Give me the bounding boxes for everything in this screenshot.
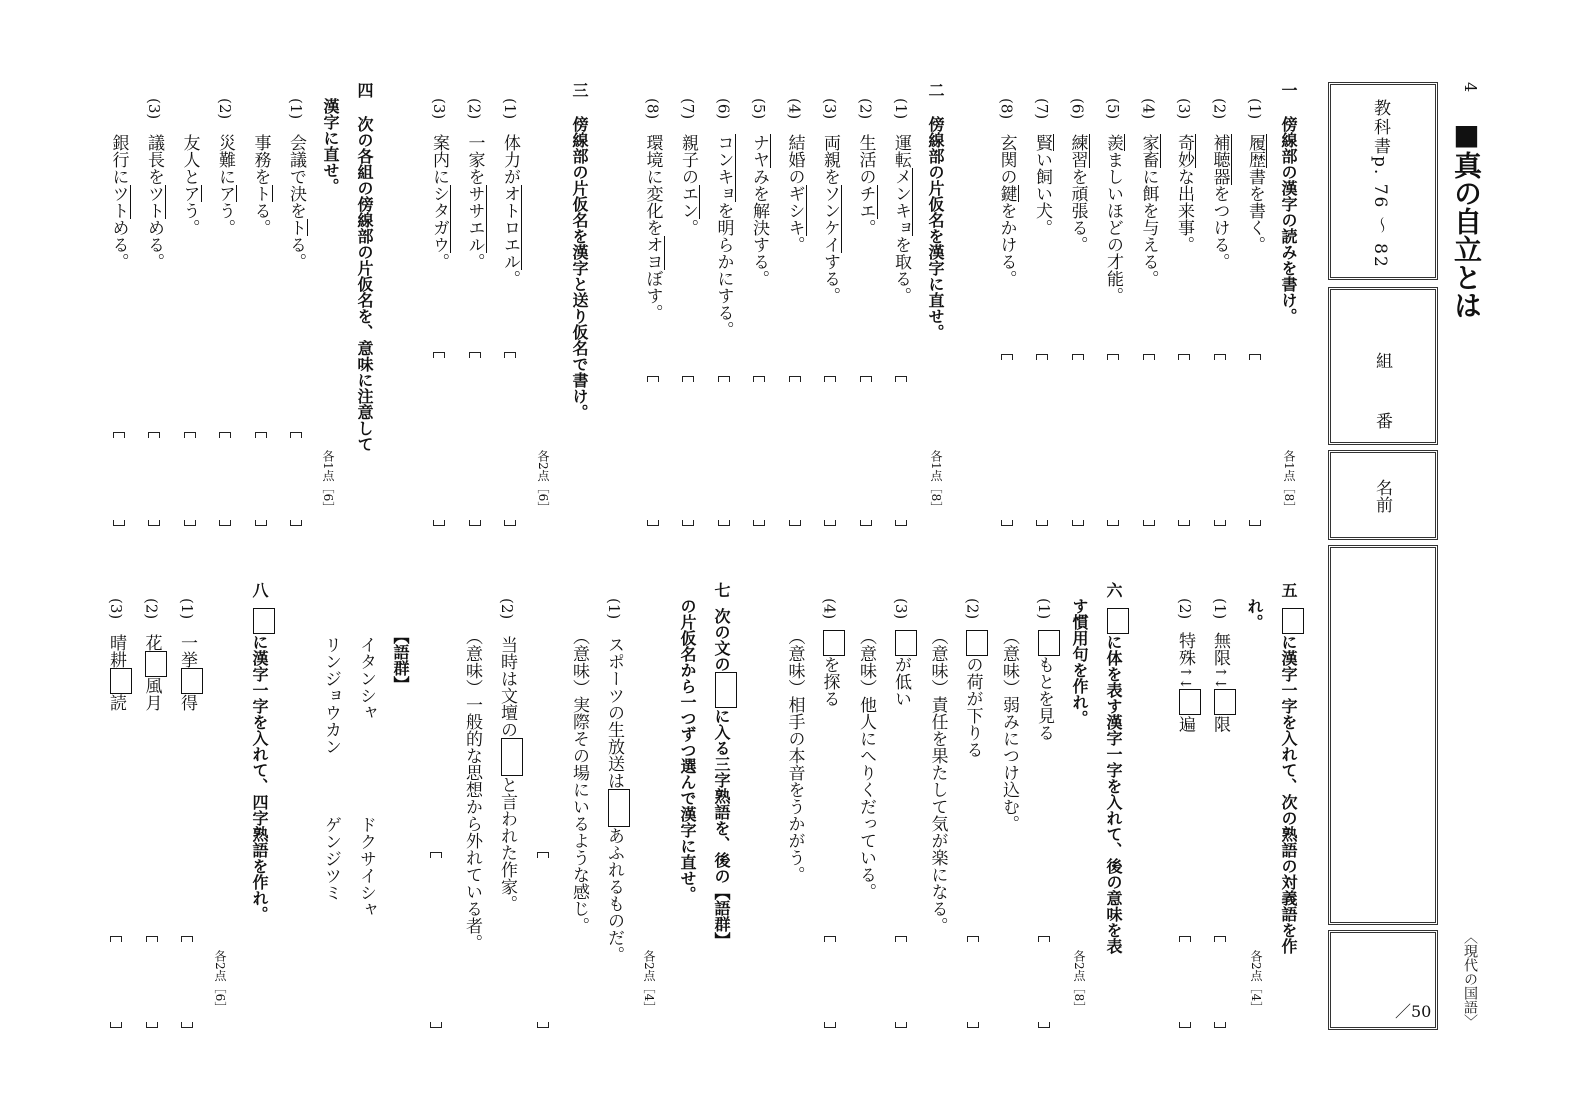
q2-item-1-num: (1) [892,98,910,120]
q8-item-3-num: (3) [107,598,125,620]
score-box[interactable] [1328,930,1438,1030]
q6-item-2-num: (2) [963,598,982,620]
q2-instruction: 傍線部の片仮名を漢字に直せ。 [926,116,945,340]
q2-item-8-underlined: オヨ [642,236,663,270]
q1-item-5-text: 羨ましいほどの才能。 [1103,134,1123,304]
q5-blank-box-icon [1282,608,1304,634]
q7-word-4: ゲンジツミ [321,816,341,901]
q4-item-6-underlined: ツト [108,185,129,219]
q7-item-1-sentence: スポーツの生放送はあふれるものだ。 [605,636,630,963]
q6-item-2-blank[interactable] [966,630,988,656]
q7-item-2-num: (2) [498,598,516,620]
q7-answer-2[interactable] [430,852,440,1028]
q1-item-7-text: 賢い飼い犬。 [1032,134,1052,236]
q2-item-3-underlined: ソンケイ [820,185,840,253]
q8-item-2-num: (2) [142,598,161,620]
q2-answer-3[interactable] [824,376,834,526]
q3-item-1-underlined: オトロエル [500,185,520,270]
q1-points: 各1点［8］ [1282,450,1296,514]
q6-item-1-meaning: （意味）弱みにつけ込む。 [999,628,1019,832]
q1-item-4-underlined: 家畜 [1138,134,1159,168]
q8-item-2-blank[interactable] [145,651,167,677]
q2-item-8-num: (8) [643,98,662,120]
q1-answer-2[interactable] [1214,354,1224,526]
textbook-ref: 教科書p. 76 ～ 82 [1370,99,1390,269]
q1-item-5-num: (5) [1104,98,1122,120]
name-label-box [1328,450,1438,540]
q1-item-6-text: 練習を頑張る。 [1067,134,1088,253]
q2-item-2-text: 生活のチエ。 [855,134,876,236]
q1-item-4-num: (4) [1139,98,1158,120]
q2-answer-4[interactable] [789,376,799,526]
q4-points: 各1点［6］ [321,450,335,514]
q2-number: 二 [926,82,945,98]
q2-answer-8[interactable] [647,376,657,526]
q6-item-4-num: (4) [820,598,839,620]
q6-answer-4[interactable] [824,936,834,1028]
q3-item-2-text: 一家をササエル。 [464,134,485,270]
q1-answer-8[interactable] [1001,354,1011,526]
name-label: 名前 [1372,479,1392,513]
q6-answer-1[interactable] [1038,936,1048,1028]
q7-item-1-num: (1) [605,598,623,620]
q7-word-1: イタンシャ [356,636,376,721]
q2-item-8-text: 環境に変化をオヨぼす。 [642,134,663,321]
q4-answer-1[interactable] [290,432,300,526]
q8-blank-box-icon [253,608,275,634]
q1-item-3-num: (3) [1175,98,1193,120]
q5-item-2: 特殊↑↓遍 [1176,632,1201,732]
q4-instruction-1: 次の各組の傍線部の片仮名を、意味に注意して [355,116,374,452]
q6-item-3-num: (3) [892,598,910,620]
q2-item-7-underlined: エン [678,185,698,219]
score-label: ／50 [1395,1002,1432,1021]
q8-item-2-text: 花風月 [143,634,168,711]
q8-item-1-num: (1) [178,598,196,620]
q2-answer-1[interactable] [895,376,905,526]
q3-item-2-underlined: ササエル [464,185,485,253]
q4-item-2-underlined: ト [250,185,271,202]
q6-item-2-meaning: （意味）責任を果たして気が楽になる。 [927,628,948,934]
q4-item-4-text: 友人とアう。 [179,134,200,236]
q4-answer-3[interactable] [219,432,229,526]
q1-answer-7[interactable] [1036,354,1046,526]
q7-item-2-blank[interactable] [501,738,523,776]
q1-item-3-underlined: 奇妙 [1174,134,1194,168]
q5-item-1-blank[interactable] [1214,689,1236,715]
q5-answer-1[interactable] [1214,936,1224,1028]
q7-item-2-sentence: 当時は文壇のと言われた作家。 [498,636,523,912]
q7-word-3: リンジョウカン [321,636,341,755]
q7-blank-box-icon [715,672,737,708]
q3-answer-1[interactable] [504,352,514,526]
q2-item-3-text: 両親をソンケイする。 [820,134,840,304]
q1-item-6-num: (6) [1068,98,1087,120]
q8-item-3-text: 晴耕読 [107,634,132,711]
q2-item-4-text: 結婚のギシキ。 [784,134,805,253]
q5-item-2-num: (2) [1176,598,1194,620]
q7-word-group-label: 【語群】 [391,628,410,692]
class-number-box [1328,287,1438,445]
page-title: ■真の自立とは [1450,118,1483,319]
q6-item-3-blank[interactable] [895,630,917,656]
q1-number: 一 [1279,82,1298,98]
q4-item-5-num: (3) [145,98,163,120]
q5-instruction-2: れ。 [1245,598,1264,630]
q6-answer-3[interactable] [895,936,905,1028]
q7-item-1-blank[interactable] [608,789,630,827]
q1-answer-3[interactable] [1178,354,1188,526]
q1-item-7-underlined: 賢 [1032,134,1052,151]
q2-answer-7[interactable] [682,376,692,526]
q6-item-1-num: (1) [1035,598,1053,620]
q8-item-1-text: 一挙得 [178,634,203,711]
q5-points: 各2点［4］ [1249,950,1263,1014]
q2-item-6-num: (6) [714,98,733,120]
q6-item-1-phrase: もとを見る [1035,630,1060,741]
q1-item-2-underlined: 補聴器 [1209,134,1230,185]
q2-item-5-underlined: ナヤ [749,134,769,168]
q8-number: 八 [250,582,269,598]
q1-item-1-underlined: 履歴 [1245,134,1265,168]
q2-answer-5[interactable] [753,376,763,526]
q1-instruction: 傍線部の漢字の読みを書け。 [1279,116,1298,324]
q1-answer-5[interactable] [1107,354,1117,526]
q8-instruction: 八に漢字一字を入れて、四字熟語を作れ。 [251,582,275,922]
q2-item-6-underlined: コンキョ [713,134,734,202]
q7-points: 各2点［4］ [642,950,656,1014]
q8-answer-2[interactable] [146,936,156,1028]
q5-instruction: 五に漢字一字を入れて、次の熟語の対義語を作 [1280,582,1304,954]
q4-item-3-num: (2) [216,98,234,120]
q4-answer-4[interactable] [184,432,194,526]
q4-item-3-underlined: ア [215,185,235,202]
q1-item-3-text: 奇妙な出来事。 [1174,134,1194,253]
q2-item-5-num: (5) [750,98,768,120]
q3-answer-3[interactable] [433,352,443,526]
q1-item-8-text: 玄関の鍵をかける。 [996,134,1017,287]
q1-item-2-text: 補聴器をつける。 [1209,134,1230,270]
q3-item-1-text: 体力がオトロエル。 [500,134,520,287]
q7-item-2-meaning: （意味）一般的な思想から外れている者。 [462,628,482,951]
q1-answer-1[interactable] [1249,354,1259,526]
q7-word-2: ドクサイシャ [356,816,376,918]
q2-answer-6[interactable] [718,376,728,526]
q6-item-4-meaning: （意味）相手の本音をうかがう。 [784,628,805,883]
name-input-box[interactable] [1328,545,1438,925]
q5-item-1-num: (1) [1211,598,1229,620]
q4-item-1-underlined: ト [286,219,306,236]
q3-number: 三 [570,82,589,98]
q2-points: 各1点［8］ [929,450,943,514]
q4-item-6-text: 銀行にツトめる。 [108,134,129,270]
q5-item-1: 無限↑↓限 [1211,632,1236,732]
q6-points: 各2点［8］ [1072,950,1086,1014]
q4-item-5-text: 議長をツトめる。 [144,134,164,270]
textbook-ref-box [1328,82,1438,280]
q6-answer-2[interactable] [967,936,977,1028]
q7-number: 七 [712,582,731,598]
q6-item-1-blank[interactable] [1038,630,1060,656]
q3-points: 各2点［6］ [536,450,550,514]
q1-item-2-num: (2) [1210,98,1229,120]
q4-answer-6[interactable] [113,432,123,526]
q4-item-4-underlined: ア [179,185,200,202]
q6-item-3-phrase: が低い [892,630,917,707]
q1-item-1-text: 履歴書を書く。 [1245,134,1265,253]
page-number: 4 [1461,82,1480,93]
q4-number: 四 [355,82,374,98]
q4-item-5-underlined: ツト [144,185,164,219]
q3-instruction: 傍線部の片仮名を漢字と送り仮名で書け。 [570,116,589,420]
q8-item-1-blank[interactable] [181,668,203,694]
q7-instruction-2: の片仮名から一つずつ選んで漢字に直せ。 [678,598,697,902]
q8-points: 各2点［6］ [213,950,227,1014]
q6-blank-box-icon [1107,608,1129,634]
q1-answer-4[interactable] [1143,354,1153,526]
q2-item-4-num: (4) [785,98,804,120]
q3-answer-2[interactable] [469,352,479,526]
q2-item-1-text: 運転メンキョを取る。 [891,134,911,304]
q6-instruction: 六に体を表す漢字一字を入れて、後の意味を表 [1105,582,1129,954]
class-label: 組 [1372,352,1392,369]
q3-item-3-num: (3) [430,98,448,120]
q3-item-3-underlined: シタガウ [429,185,449,253]
q5-item-2-blank[interactable] [1179,689,1201,715]
q7-answer-1[interactable] [537,852,547,1028]
q5-number: 五 [1279,582,1298,598]
q8-item-3-blank[interactable] [110,668,132,694]
q1-item-5-underlined: 羨 [1103,134,1123,151]
q4-instruction-2: 漢字に直せ。 [321,98,340,194]
q2-item-5-text: ナヤみを解決する。 [749,134,769,287]
q4-answer-2[interactable] [255,432,265,526]
q1-item-6-underlined: 練習 [1067,134,1088,168]
q4-item-2-text: 事務をトる。 [250,134,271,236]
q4-item-1-text: 会議で決をトる。 [286,134,306,270]
q8-answer-1[interactable] [181,936,191,1028]
q2-answer-2[interactable] [860,376,870,526]
q4-item-1-num: (1) [287,98,305,120]
q2-item-6-text: コンキョを明らかにする。 [713,134,734,338]
q2-item-2-num: (2) [856,98,875,120]
q1-item-1-num: (1) [1246,98,1264,120]
q2-item-7-num: (7) [679,98,697,120]
q6-item-4-phrase: を探る [821,630,846,707]
q5-answer-2[interactable] [1179,936,1189,1028]
q1-item-7-num: (7) [1033,98,1051,120]
q3-item-1-num: (1) [501,98,519,120]
q4-answer-5[interactable] [148,432,158,526]
number-label: 番 [1372,412,1392,429]
q6-number: 六 [1104,582,1123,598]
q2-item-4-underlined: ギシキ [784,185,805,236]
q6-item-2-phrase: の荷が下りる [964,630,989,758]
q2-item-1-underlined: メンキョ [891,168,911,236]
q3-item-2-num: (2) [465,98,484,120]
q6-instruction-2: す慣用句を作れ。 [1070,598,1089,726]
q6-item-4-blank[interactable] [823,630,845,656]
q7-instruction: 七次の文のに入る三字熟語を、後の【語群】 [713,582,737,948]
q1-answer-6[interactable] [1072,354,1082,526]
q6-item-3-meaning: （意味）他人にへりくだっている。 [856,628,876,900]
subject-label: 〈現代の国語〉 [1462,930,1478,1028]
q1-item-8-underlined: 鍵 [996,185,1017,202]
q7-item-1-meaning: （意味）実際その場にいるような感じ。 [569,628,589,934]
q2-item-2-underlined: チエ [855,185,876,219]
q2-item-3-num: (3) [821,98,839,120]
q3-item-3-text: 案内にシタガウ。 [429,134,449,270]
q1-item-8-num: (8) [997,98,1016,120]
q8-answer-3[interactable] [110,936,120,1028]
q1-item-4-text: 家畜に餌を与える。 [1138,134,1159,287]
q4-item-3-text: 災難にアう。 [215,134,235,236]
q2-item-7-text: 親子のエン。 [678,134,698,236]
